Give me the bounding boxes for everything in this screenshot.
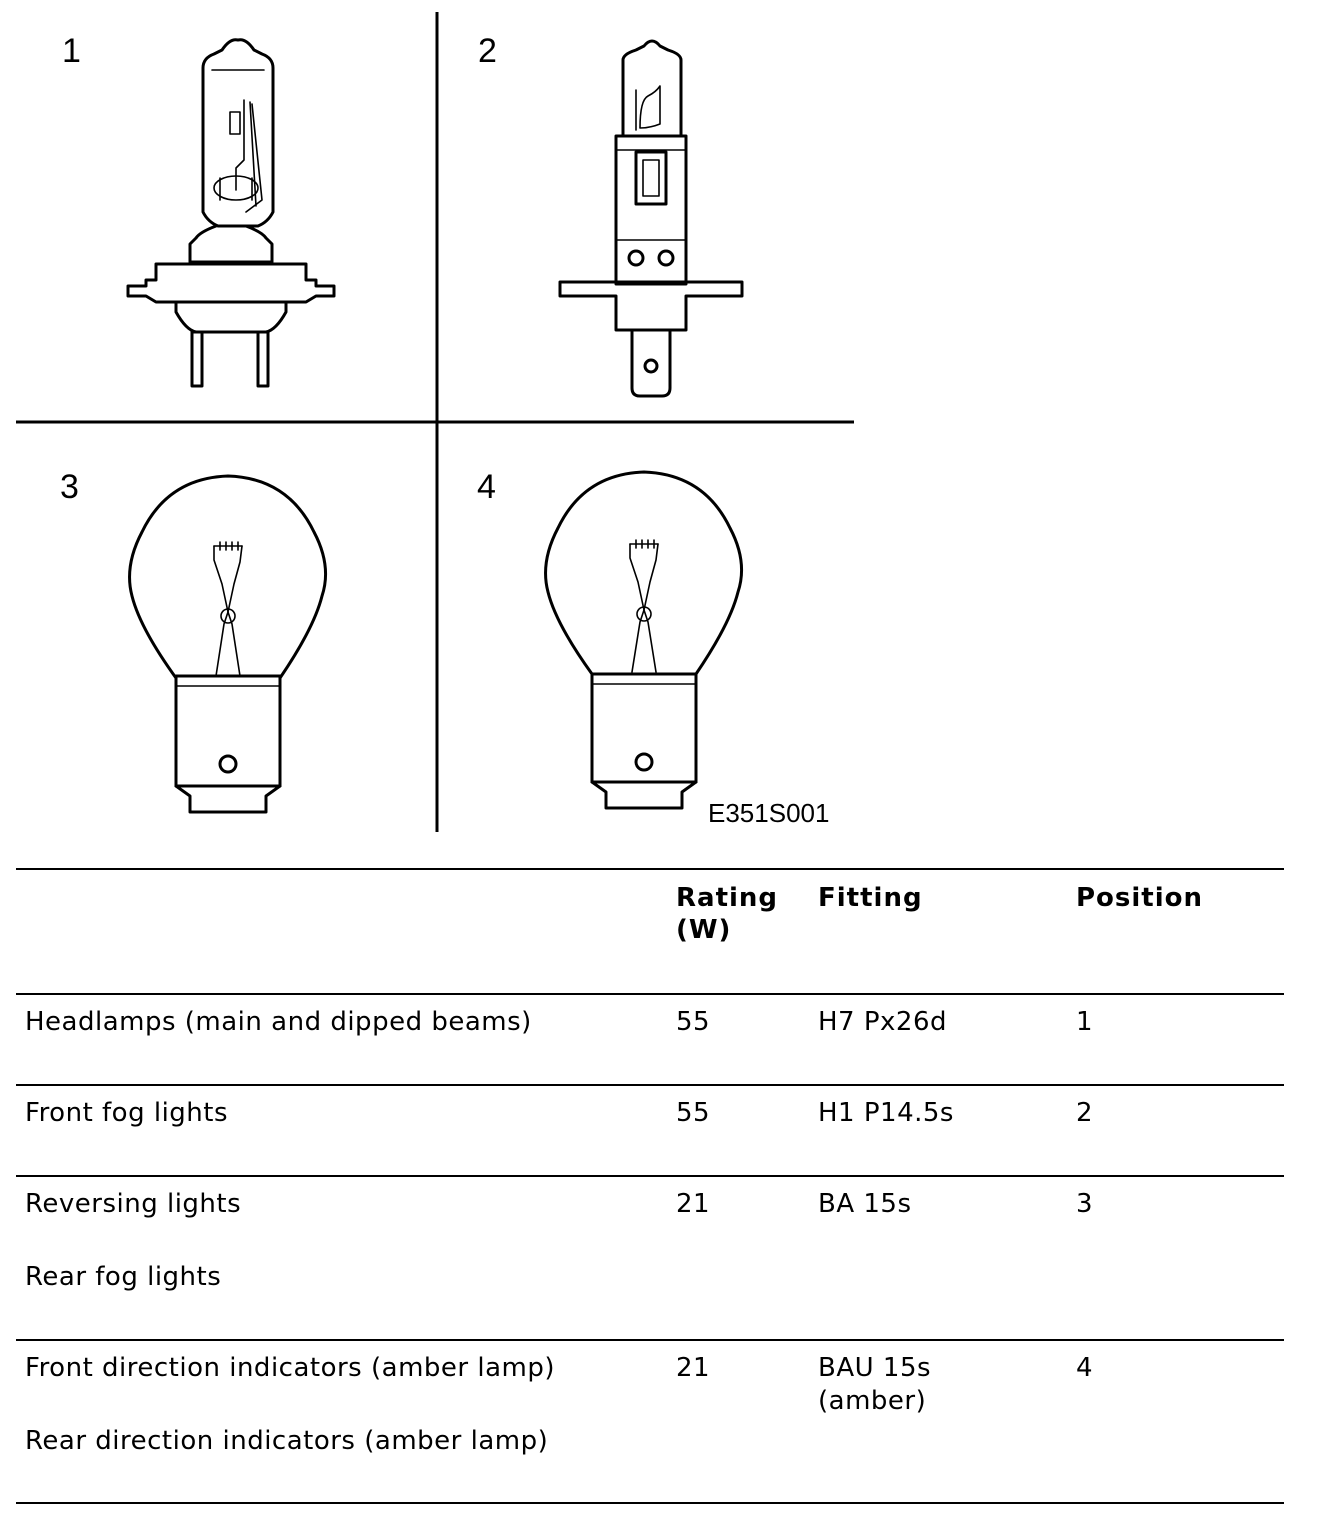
- table-rule-row-3: [16, 1339, 1284, 1341]
- row-2-rating: 55: [676, 1098, 711, 1128]
- figure-code: E351S001: [708, 798, 830, 828]
- bayonet-bulb-icon: [130, 476, 326, 812]
- header-fitting: Fitting: [818, 883, 923, 913]
- header-rating-line2: (W): [676, 915, 732, 945]
- header-position: Position: [1076, 883, 1204, 913]
- bayonet-bulb-icon: [546, 472, 742, 808]
- row-1-position: 1: [1076, 1007, 1094, 1037]
- h1-halogen-bulb-icon: [560, 41, 742, 396]
- row-4-name-2: Rear direction indicators (amber lamp): [25, 1426, 549, 1456]
- row-2-name: Front fog lights: [25, 1098, 229, 1128]
- row-4-name-1: Front direction indicators (amber lamp): [25, 1353, 555, 1383]
- row-3-fitting: BA 15s: [818, 1189, 912, 1219]
- row-4-fitting-2: (amber): [818, 1386, 927, 1416]
- header-rating: [676, 882, 778, 946]
- table-rule-row-1: [16, 1084, 1284, 1086]
- row-3-name-1: Reversing lights: [25, 1189, 242, 1219]
- table-rule-top: [16, 868, 1284, 870]
- panel-number-1: 1: [62, 32, 81, 70]
- panel-number-2: 2: [478, 32, 497, 70]
- table-rule-header: [16, 993, 1284, 995]
- panel-number-4: 4: [477, 468, 496, 506]
- row-1-rating: 55: [676, 1007, 711, 1037]
- row-1-fitting: H7 Px26d: [818, 1007, 948, 1037]
- panel-number-3: 3: [60, 468, 79, 506]
- row-4-rating: 21: [676, 1353, 711, 1383]
- row-2-position: 2: [1076, 1098, 1094, 1128]
- h7-halogen-bulb-icon: [128, 40, 334, 386]
- row-3-rating: 21: [676, 1189, 711, 1219]
- table-rule-bottom: [16, 1502, 1284, 1504]
- row-3-name-2: Rear fog lights: [25, 1262, 222, 1292]
- row-3-position: 3: [1076, 1189, 1094, 1219]
- row-1-name: Headlamps (main and dipped beams): [25, 1007, 532, 1037]
- row-2-fitting: H1 P14.5s: [818, 1098, 954, 1128]
- header-rating-line1: Rating: [676, 883, 779, 913]
- row-4-position: 4: [1076, 1353, 1094, 1383]
- row-4-fitting-1: BAU 15s: [818, 1353, 932, 1383]
- table-rule-row-2: [16, 1175, 1284, 1177]
